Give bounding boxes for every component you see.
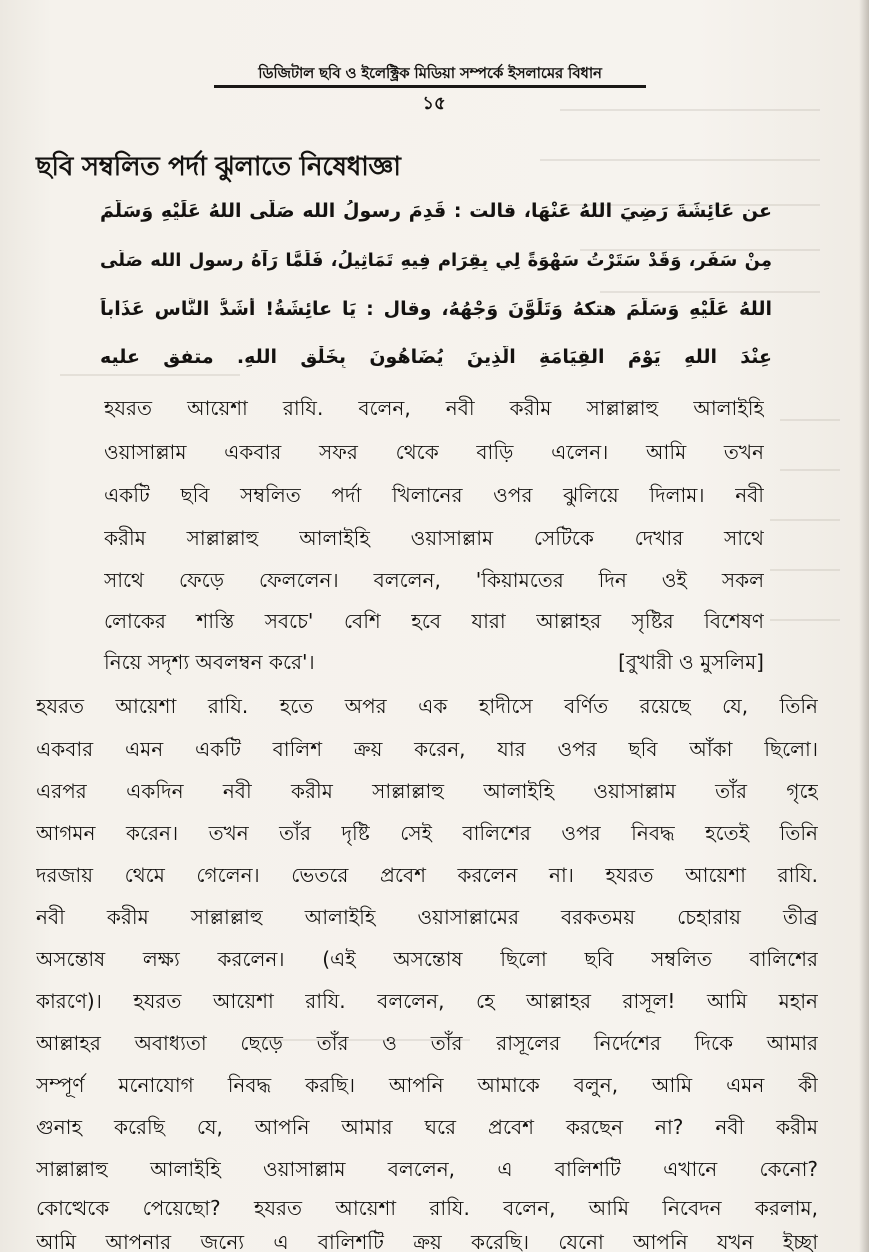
running-header: ডিজিটাল ছবি ও ইলেক্ট্রিক মিডিয়া সম্পর্কে ইসলামের বিধান	[258, 64, 602, 82]
body-line-8: কারণে)। হযরত আয়েশা রাযি. বললেন, হে আল্লাহর রাসূল! আমি মহান	[36, 989, 818, 1013]
translation-line-7: নিয়ে সদৃশ্য অবলম্বন করে'।	[104, 650, 315, 674]
arabic-line-2: مِنْ سَفَرٍ، وَقَدْ سَتَرْتُ سَهْوَةً لِي بِقِرَامٍ فِيهِ تَمَاثِيلُ، فَلَمَّا رَآهُ رسول الله صَلَّى	[100, 250, 772, 271]
arabic-line-1: عن عَائِشَةَ رَضِيَ اللهُ عَنْهَا، قالت : قَدِمَ رسولُ الله صَلَّى اللهُ عَلَيْهِ وَسَلَّمَ	[100, 200, 772, 222]
body-line-2: একবার এমন একটি বালিশ ক্রয় করেন, যার ওপর ছবি আঁকা ছিলো।	[36, 737, 818, 761]
body-line-7: অসন্তোষ লক্ষ্য করলেন। (এই অসন্তোষ ছিলো ছবি সম্বলিত বালিশের	[36, 947, 818, 971]
arabic-line-3: اللهُ عَلَيْهِ وَسَلَّمَ هتكهُ وَتَلَوَّنَ وَجْهُهُ، وقال : يَا عائِشَةُ! أَشَدُّ النَّاسِ عَذَاباً	[100, 298, 772, 320]
body-line-6: নবী করীম সাল্লাল্লাহু আলাইহি ওয়াসাল্লামের বরকতময় চেহারায় তীব্র	[36, 905, 818, 929]
section-title: ছবি সম্বলিত পর্দা ঝুলাতে নিষেধাজ্ঞা	[36, 152, 401, 182]
header-rule	[214, 85, 646, 88]
arabic-line-4: عِنْدَ اللهِ يَوْمَ القِيَامَةِ الَّذِينَ يُضَاهُونَ بِخَلْقِ اللهِ. متفق عليه	[100, 346, 772, 368]
translation-line-4: করীম সাল্লাল্লাহু আলাইহি ওয়াসাল্লাম সেটিকে দেখার সাথে	[104, 526, 764, 550]
body-line-13: কোত্থেকে পেয়েছো? হযরত আয়েশা রাযি. বলেন, আমি নিবেদন করলাম,	[36, 1196, 818, 1220]
body-line-14: আমি আপনার জন্যে এ বালিশটি ক্রয় করেছি। যেনো আপনি যখন ইচ্ছা	[36, 1230, 818, 1252]
translation-last-line	[104, 646, 764, 678]
body-line-5: দরজায় থেমে গেলেন। ভেতরে প্রবেশ করলেন না। হযরত আয়েশা রাযি.	[36, 863, 818, 887]
body-line-1: হযরত আয়েশা রাযি. হতে অপর এক হাদীসে বর্ণিত রয়েছে যে, তিনি	[36, 694, 818, 718]
body-line-12: সাল্লাল্লাহু আলাইহি ওয়াসাল্লাম বললেন, এ বালিশটি এখানে কেনো?	[36, 1157, 818, 1181]
page-edge-shadow	[859, 0, 869, 1252]
page-number: ১৫	[422, 93, 446, 114]
body-line-11: গুনাহ করেছি যে, আপনি আমার ঘরে প্রবেশ করছেন না? নবী করীম	[36, 1115, 818, 1139]
translation-line-2: ওয়াসাল্লাম একবার সফর থেকে বাড়ি এলেন। আমি তখন	[104, 440, 764, 464]
body-line-4: আগমন করেন। তখন তাঁর দৃষ্টি সেই বালিশের ওপর নিবদ্ধ হতেই তিনি	[36, 821, 818, 845]
body-line-10: সম্পূর্ণ মনোযোগ নিবদ্ধ করছি। আপনি আমাকে বলুন, আমি এমন কী	[36, 1073, 818, 1097]
body-line-3: এরপর একদিন নবী করীম সাল্লাল্লাহু আলাইহি ওয়াসাল্লাম তাঁর গৃহে	[36, 779, 818, 803]
body-line-9: আল্লাহর অবাধ্যতা ছেড়ে তাঁর ও তাঁর রাসূলের নির্দেশের দিকে আমার	[36, 1031, 818, 1055]
hadith-source: [বুখারী ও মুসলিম]	[618, 650, 764, 674]
translation-line-5: সাথে ফেড়ে ফেললেন। বললেন, 'কিয়ামতের দিন ওই সকল	[104, 568, 764, 592]
translation-line-6: লোকের শাস্তি সবচে' বেশি হবে যারা আল্লাহর সৃষ্টির বিশেষণ	[104, 609, 764, 633]
translation-line-3: একটি ছবি সম্বলিত পর্দা খিলানের ওপর ঝুলিয়ে দিলাম। নবী	[104, 483, 764, 507]
translation-line-1: হযরত আয়েশা রাযি. বলেন, নবী করীম সাল্লাল্লাহু আলাইহি	[104, 396, 764, 420]
